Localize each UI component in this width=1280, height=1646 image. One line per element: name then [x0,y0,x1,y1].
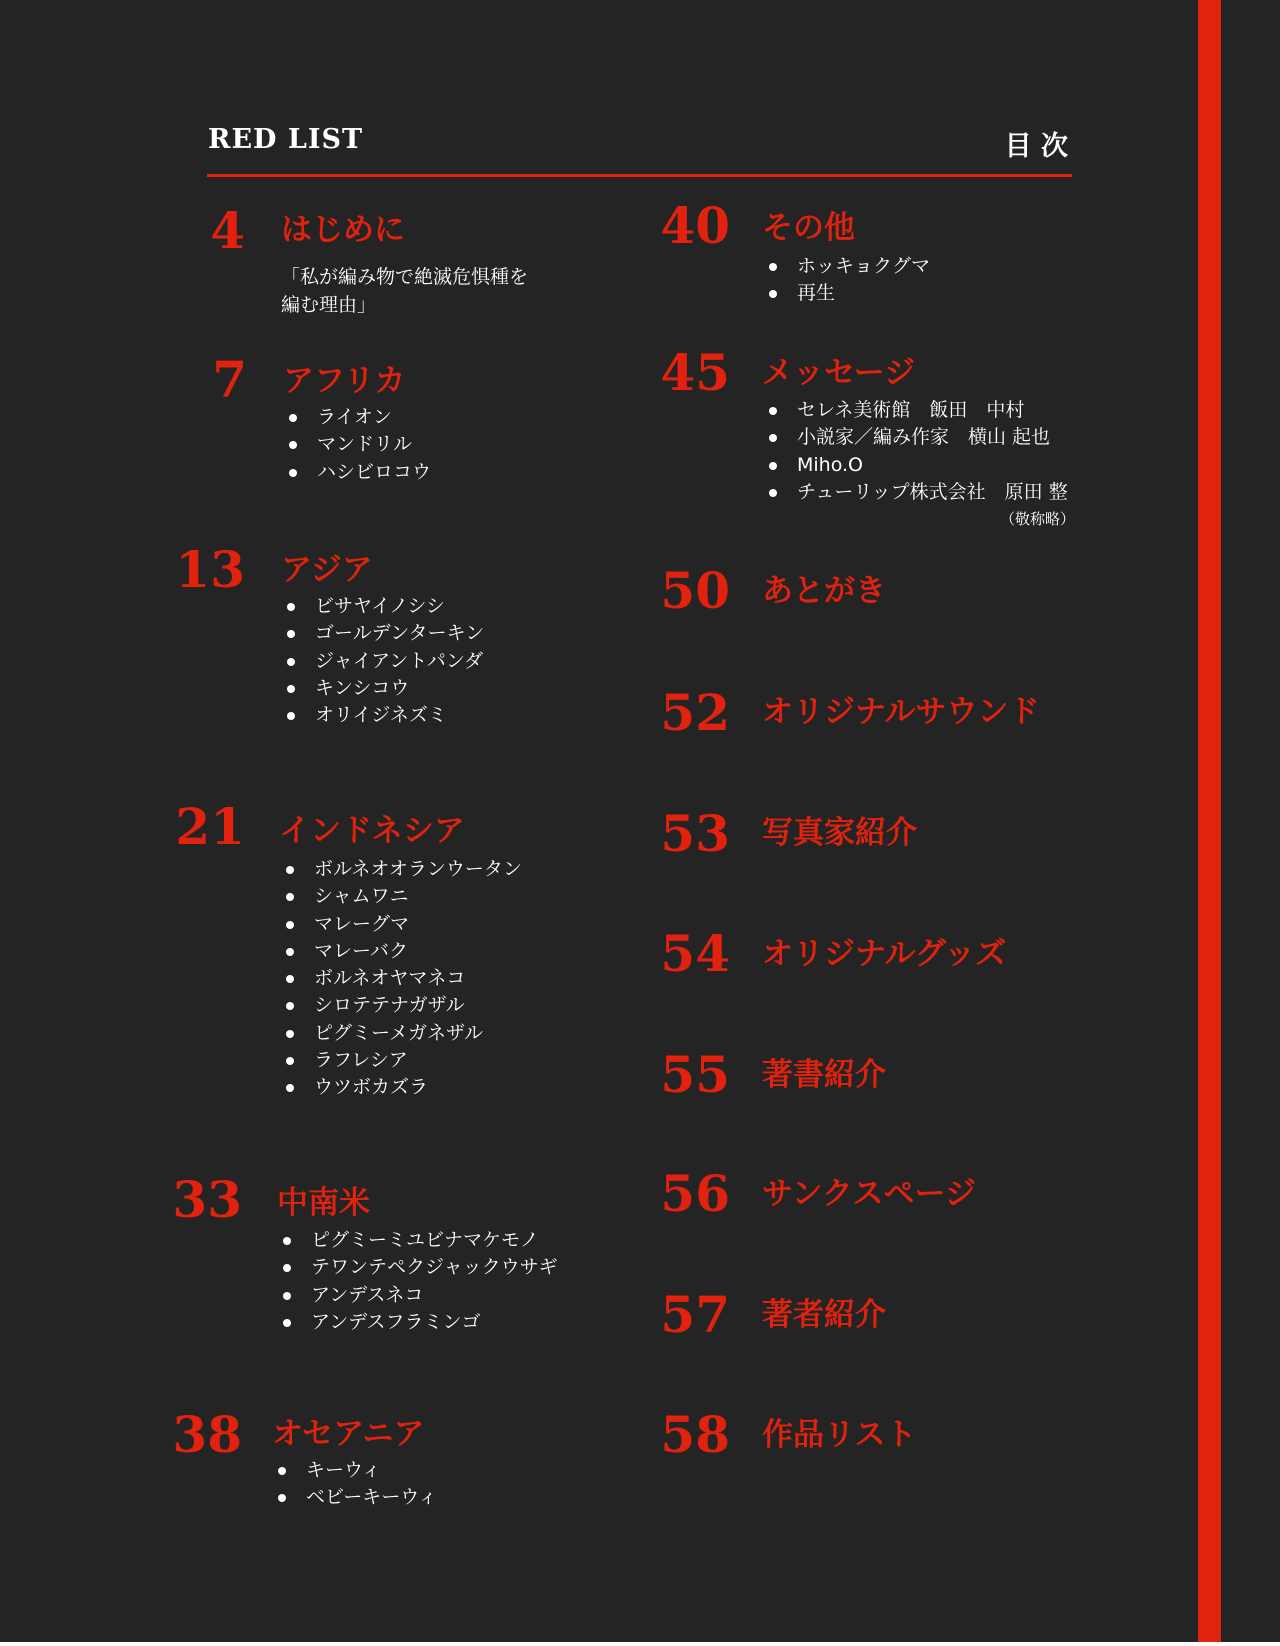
toc-page-number: 56 [660,1164,730,1223]
toc-page-number: 52 [660,683,730,742]
toc-page-number: 58 [660,1405,730,1464]
toc-section-title[interactable]: オセアニア [272,1416,425,1452]
toc-page-number: 45 [660,343,730,402]
toc-item-list [273,1457,437,1512]
list-item[interactable]: ホッキョクグマ [764,253,930,280]
toc-section-title[interactable]: サンクスページ [762,1176,976,1212]
list-item[interactable]: セレネ美術館 飯田 中村 [764,397,1068,424]
toc-section-title[interactable]: 写真家紹介 [762,815,917,851]
toc-section-description [281,263,528,319]
toc-page-number: 55 [660,1045,730,1104]
honorific-note: （敬称略） [999,510,1075,528]
toc-page-number: 40 [660,196,730,255]
list-item[interactable]: キーウィ [273,1457,437,1484]
list-item[interactable]: Miho.O [764,452,1068,479]
list-item[interactable]: アンデスネコ [278,1282,558,1309]
red-sidebar-stripe [1198,0,1221,1642]
list-item[interactable]: 小説家／編み作家 横山 起也 [764,424,1068,451]
list-item[interactable]: マレーバク [281,938,522,965]
list-item[interactable]: マンドリル [284,431,431,458]
toc-section-title[interactable]: オリジナルグッズ [762,936,1007,972]
list-item[interactable]: ウツボカズラ [281,1074,522,1101]
toc-item-list [282,593,484,729]
list-item[interactable]: マレーグマ [281,911,522,938]
toc-page-number: 7 [212,350,247,409]
list-item[interactable]: キンシコウ [282,675,484,702]
toc-page-number: 57 [660,1285,730,1344]
list-item[interactable]: ハシビロコウ [284,459,431,486]
toc-section-title[interactable]: その他 [762,210,855,246]
list-item[interactable]: オリイジネズミ [282,702,484,729]
toc-item-list [764,397,1068,506]
toc-page-number: 21 [175,797,245,856]
description-line: 「私が編み物で絶滅危惧種を [281,266,529,288]
list-item[interactable]: シャムワニ [281,883,522,910]
toc-item-list [764,253,930,308]
list-item[interactable]: アンデスフラミンゴ [278,1309,558,1336]
toc-section-title[interactable]: あとがき [762,573,886,609]
description-line: 編む理由」 [281,294,377,316]
list-item[interactable]: ジャイアントパンダ [282,648,484,675]
list-item[interactable]: テワンテペクジャックウサギ [278,1254,558,1281]
toc-section-title[interactable]: アジア [281,552,373,588]
header-title: 目 次 [1004,131,1068,162]
toc-section-title[interactable]: 中南米 [277,1185,370,1221]
toc-section-title[interactable]: メッセージ [762,355,916,391]
toc-section-title[interactable]: 作品リスト [762,1417,917,1453]
list-item[interactable]: ゴールデンターキン [282,620,484,647]
toc-item-list [278,1227,558,1336]
toc-section-title[interactable]: インドネシア [279,813,465,849]
list-item[interactable]: チューリップ株式会社 原田 整 [764,479,1068,506]
list-item[interactable]: シロテテナガザル [281,992,522,1019]
toc-item-list [281,856,522,1102]
list-item[interactable]: ピグミーメガネザル [281,1020,522,1047]
toc-section-title[interactable]: 著者紹介 [762,1297,886,1333]
toc-page-number: 4 [210,201,245,260]
list-item[interactable]: 再生 [764,280,930,307]
toc-page-number: 53 [660,804,730,863]
header-brand: RED LIST [208,124,364,155]
toc-section-title[interactable]: オリジナルサウンド [762,694,1040,730]
list-item[interactable]: ラフレシア [281,1047,522,1074]
list-item[interactable]: ボルネオオランウータン [281,856,522,883]
list-item[interactable]: ピグミーミユビナマケモノ [278,1227,558,1254]
toc-page-number: 33 [172,1170,242,1229]
toc-section-title[interactable]: 著書紹介 [762,1057,886,1093]
list-item[interactable]: ライオン [284,404,431,431]
toc-page-number: 13 [175,540,245,599]
list-item[interactable]: ボルネオヤマネコ [281,965,522,992]
list-item[interactable]: ベビーキーウィ [273,1484,437,1511]
list-item[interactable]: ビサヤイノシシ [282,593,484,620]
toc-page-number: 38 [172,1405,242,1464]
header-rule [207,174,1072,177]
toc-page-number: 54 [660,924,730,983]
toc-section-title[interactable]: アフリカ [283,363,406,399]
toc-section-title[interactable]: はじめに [281,212,405,248]
toc-page-number: 50 [660,561,730,620]
toc-item-list [284,404,431,486]
